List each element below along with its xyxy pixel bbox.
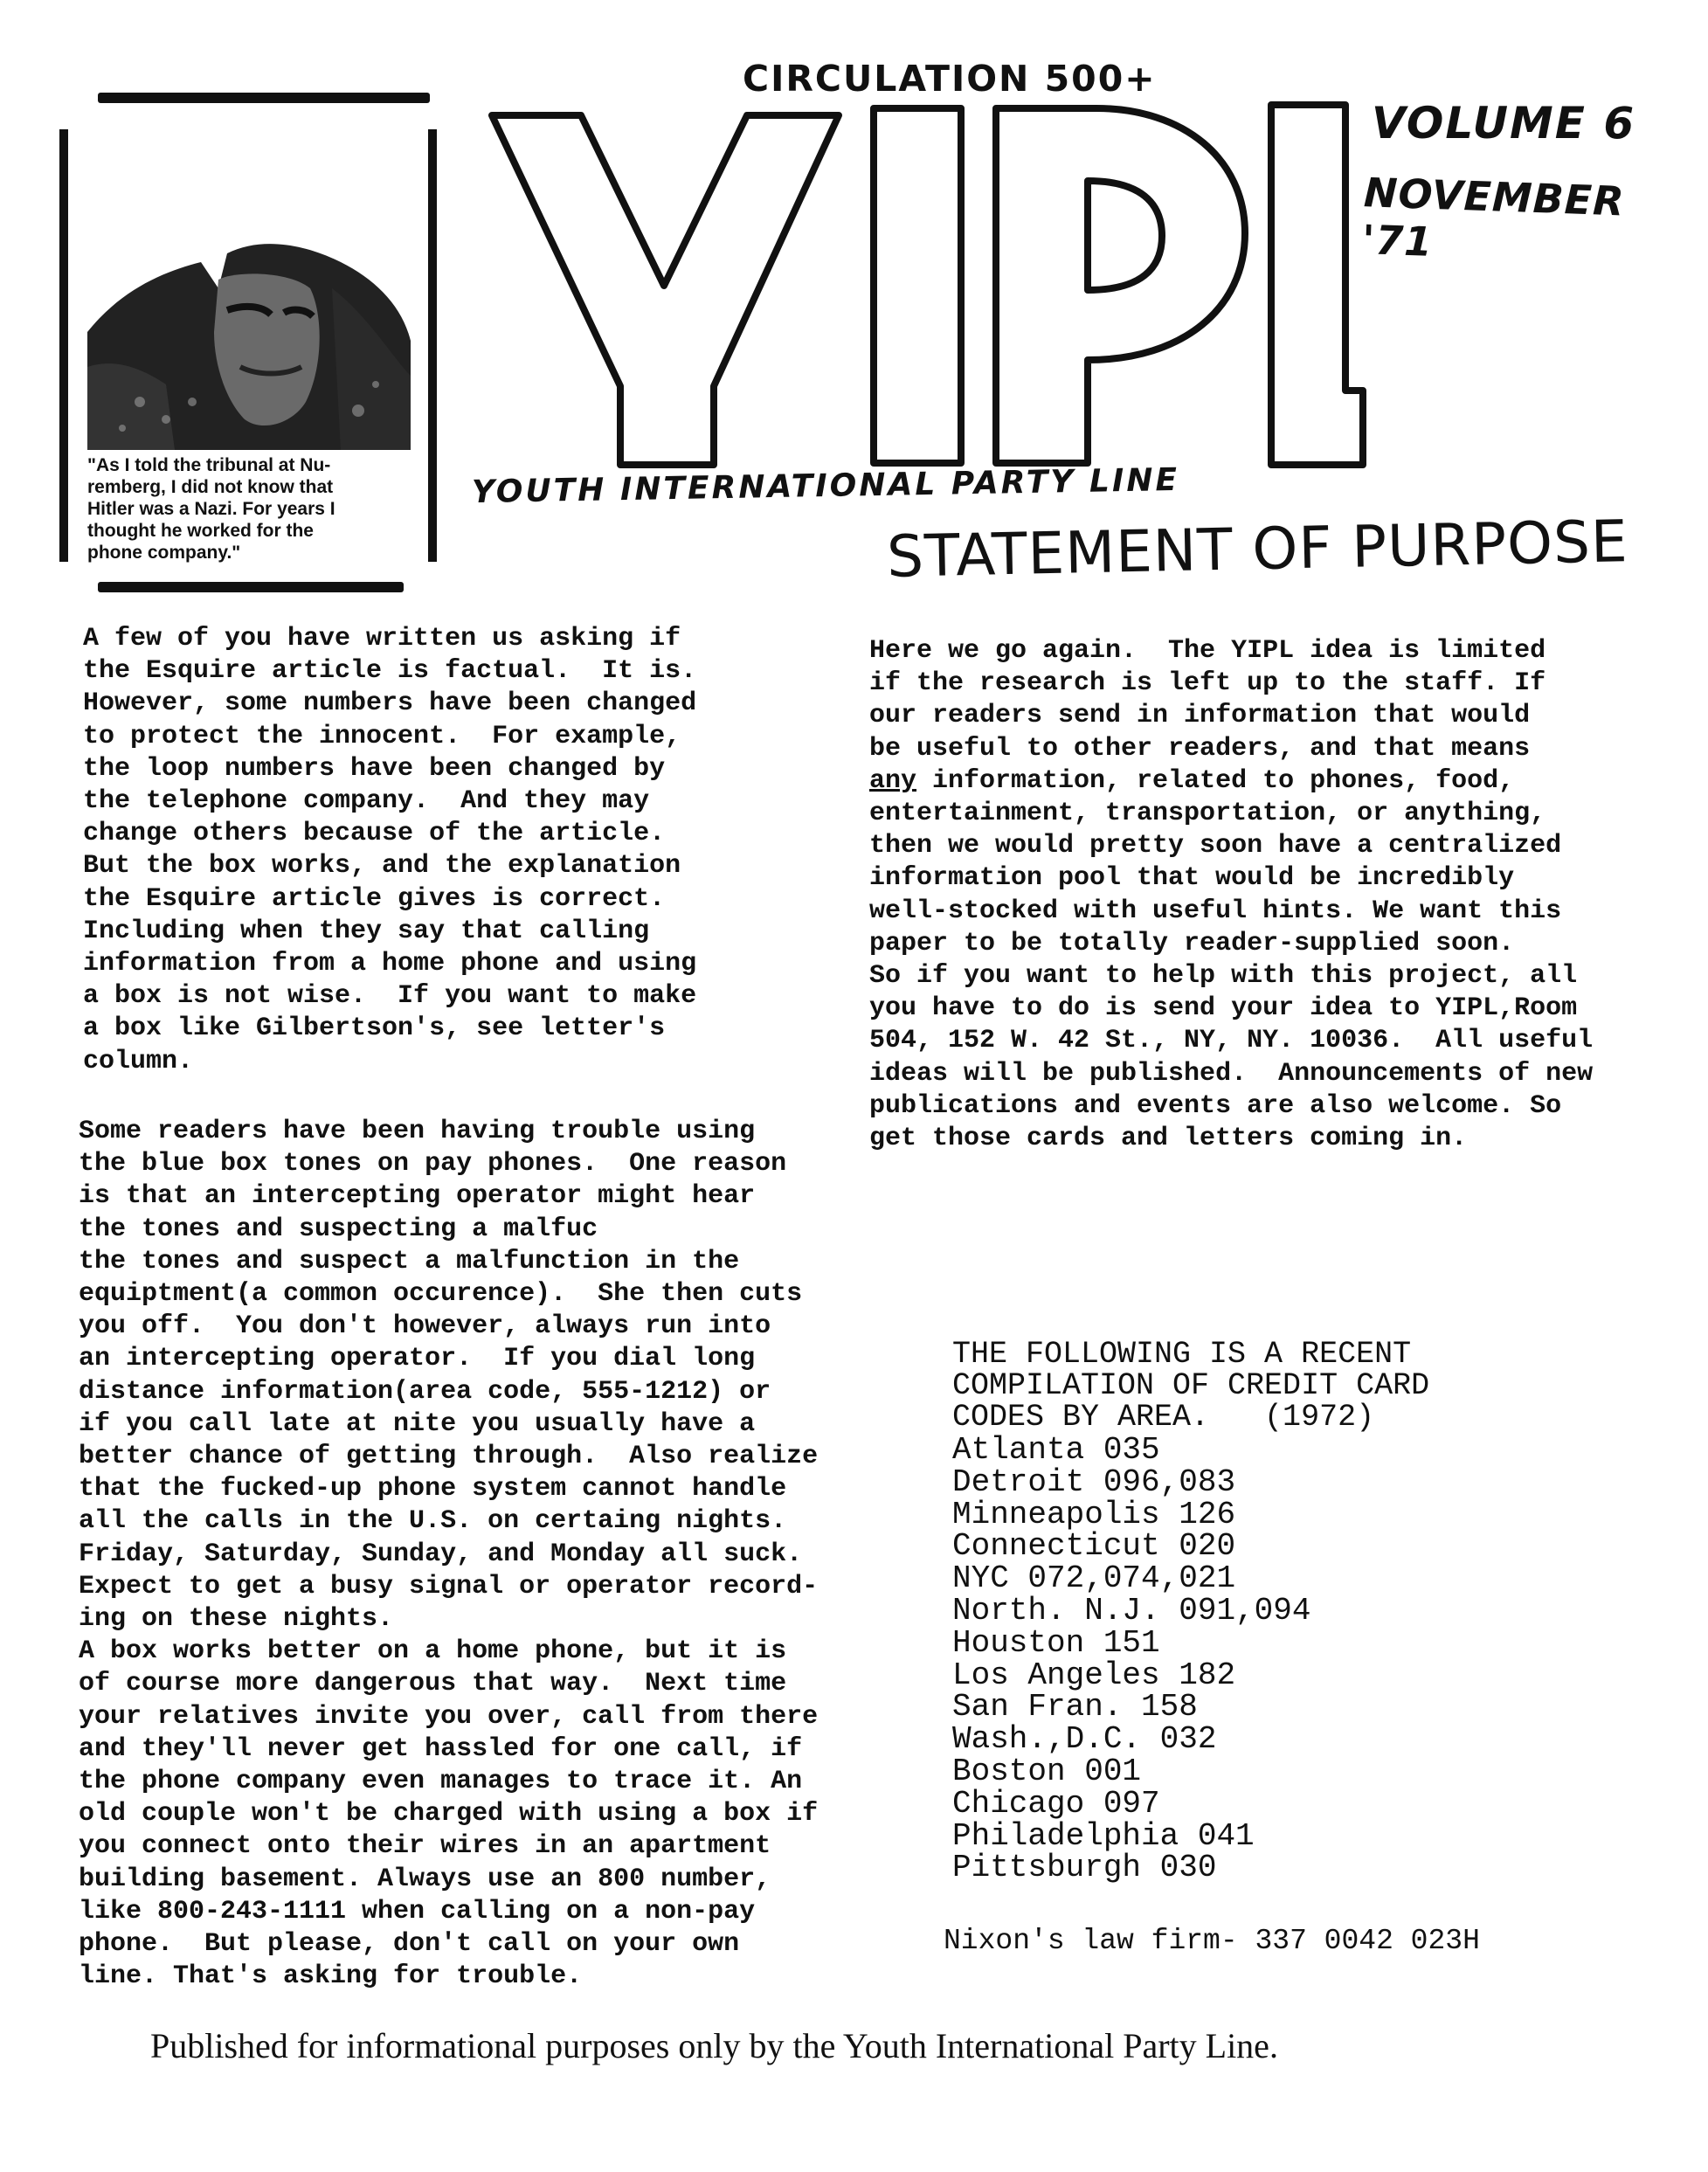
- left-column-blue-box-paragraph: Some readers have been having trouble using the blue box tones on pay phones. One reason is that an intercepting operator might hear the tones and suspecting a malfuc the tones and suspect a malfunction in the equiptment(a common occurence). She then cuts you off. You don't however, always run into an intercepting operator. If you dial long distance information(area code, 555-1212) or if you call late at nite you usually have a better chance of getting through. Also realize that the fucked-up phone system cannot handle all the calls in the U.S. on certaing nights. Friday, Saturday, Sunday, and Monday all suck. Expect to get a busy signal or operator record- ing on these nights. A box works better on a home phone, but it is of course more dangerous that way. Next time your relatives invite you over, call from there and they'll never get hassled for one call, if the phone company even manages to trace it. An old couple won't be charged with using a box if you connect onto their wires in an apartment building basement. Always use an 800 number, like 800-243-1111 when calling on a non-pay phone. But please, don't call on your own line. That's asking for trouble.: [79, 1117, 819, 1992]
- nixon-law-firm-code: Nixon's law firm- 337 0042 023H: [944, 1925, 1480, 1957]
- code-row: Pittsburgh 030: [952, 1850, 1217, 1886]
- volume-label: VOLUME 6: [1372, 98, 1636, 149]
- clipping-caption: "As I told the tribunal at Nu- remberg, I did not know that Hitler was a Nazi. For years I thought he worked for the phone company.": [87, 455, 335, 563]
- issue-date: NOVEMBER '71: [1361, 169, 1626, 266]
- statement-of-purpose-title: STATEMENT OF PURPOSE: [886, 508, 1629, 591]
- purpose-text-end: information, related to phones, food, entertainment, transportation, or anything, then we would pretty soon have a centralized information pool that would be incredibly well-stocked with useful hints. We want this paper to be totally reader-supplied soon. So if you want to help with this project, all you have to do is send your idea to YIPL,Room 504, 152 W. 42 St., NY, NY. 10036. All useful ideas will be published. Announcements of new publications and events are also welcome. So get those cards and letters coming in.: [869, 765, 1594, 1154]
- clipping-top-rule: [98, 93, 430, 103]
- credit-card-codes-list: [952, 1338, 1429, 1885]
- code-row: Detroit 096,083: [952, 1463, 1236, 1500]
- code-row: Los Angeles 182: [952, 1657, 1236, 1693]
- publication-footer: Published for informational purposes only by the Youth International Party Line.: [150, 2026, 1278, 2065]
- code-row: San Fran. 158: [952, 1689, 1198, 1726]
- code-row: North. N.J. 091,094: [952, 1592, 1311, 1629]
- purpose-text-start: Here we go again. The YIPL idea is limited if the research is left up to the staff. If our readers send in information that would be useful to other readers, and that means: [869, 636, 1546, 764]
- credit-codes-heading: THE FOLLOWING IS A RECENT COMPILATION OF CREDIT CARD CODES BY AREA. (1972): [952, 1337, 1430, 1435]
- code-row: Chicago 097: [952, 1785, 1160, 1822]
- code-row: Connecticut 020: [952, 1528, 1236, 1565]
- purpose-emphasis: any: [869, 765, 917, 796]
- masthead-tagline: YOUTH INTERNATIONAL PARTY LINE: [471, 461, 1180, 511]
- yipl-logo: [485, 98, 1367, 474]
- code-row: Boston 001: [952, 1753, 1142, 1789]
- clipping-bottom-rule: [98, 582, 404, 592]
- clipping-photo: [87, 236, 411, 450]
- code-row: Minneapolis 126: [952, 1496, 1236, 1532]
- code-row: Philadelphia 041: [952, 1817, 1255, 1854]
- left-column-esquire-paragraph: A few of you have written us asking if the Esquire article is factual. It is. However, some numbers have been changed to protect the innocent. For example, the loop numbers have been changed by the telephone company. And they may change others because of the article. But the box works, and the explanation the Esquire article gives is correct. Including when they say that calling information from a home phone and using a box is not wise. If you want to make a box like Gilbertson's, see letter's column.: [83, 624, 697, 1076]
- circulation-label: CIRCULATION 500+: [743, 58, 1157, 100]
- right-column-purpose-paragraph: [869, 635, 1593, 1155]
- code-row: NYC 072,074,021: [952, 1560, 1236, 1597]
- code-row: Wash.,D.C. 032: [952, 1721, 1217, 1758]
- code-row: Atlanta 035: [952, 1432, 1160, 1468]
- code-row: Houston 151: [952, 1624, 1160, 1661]
